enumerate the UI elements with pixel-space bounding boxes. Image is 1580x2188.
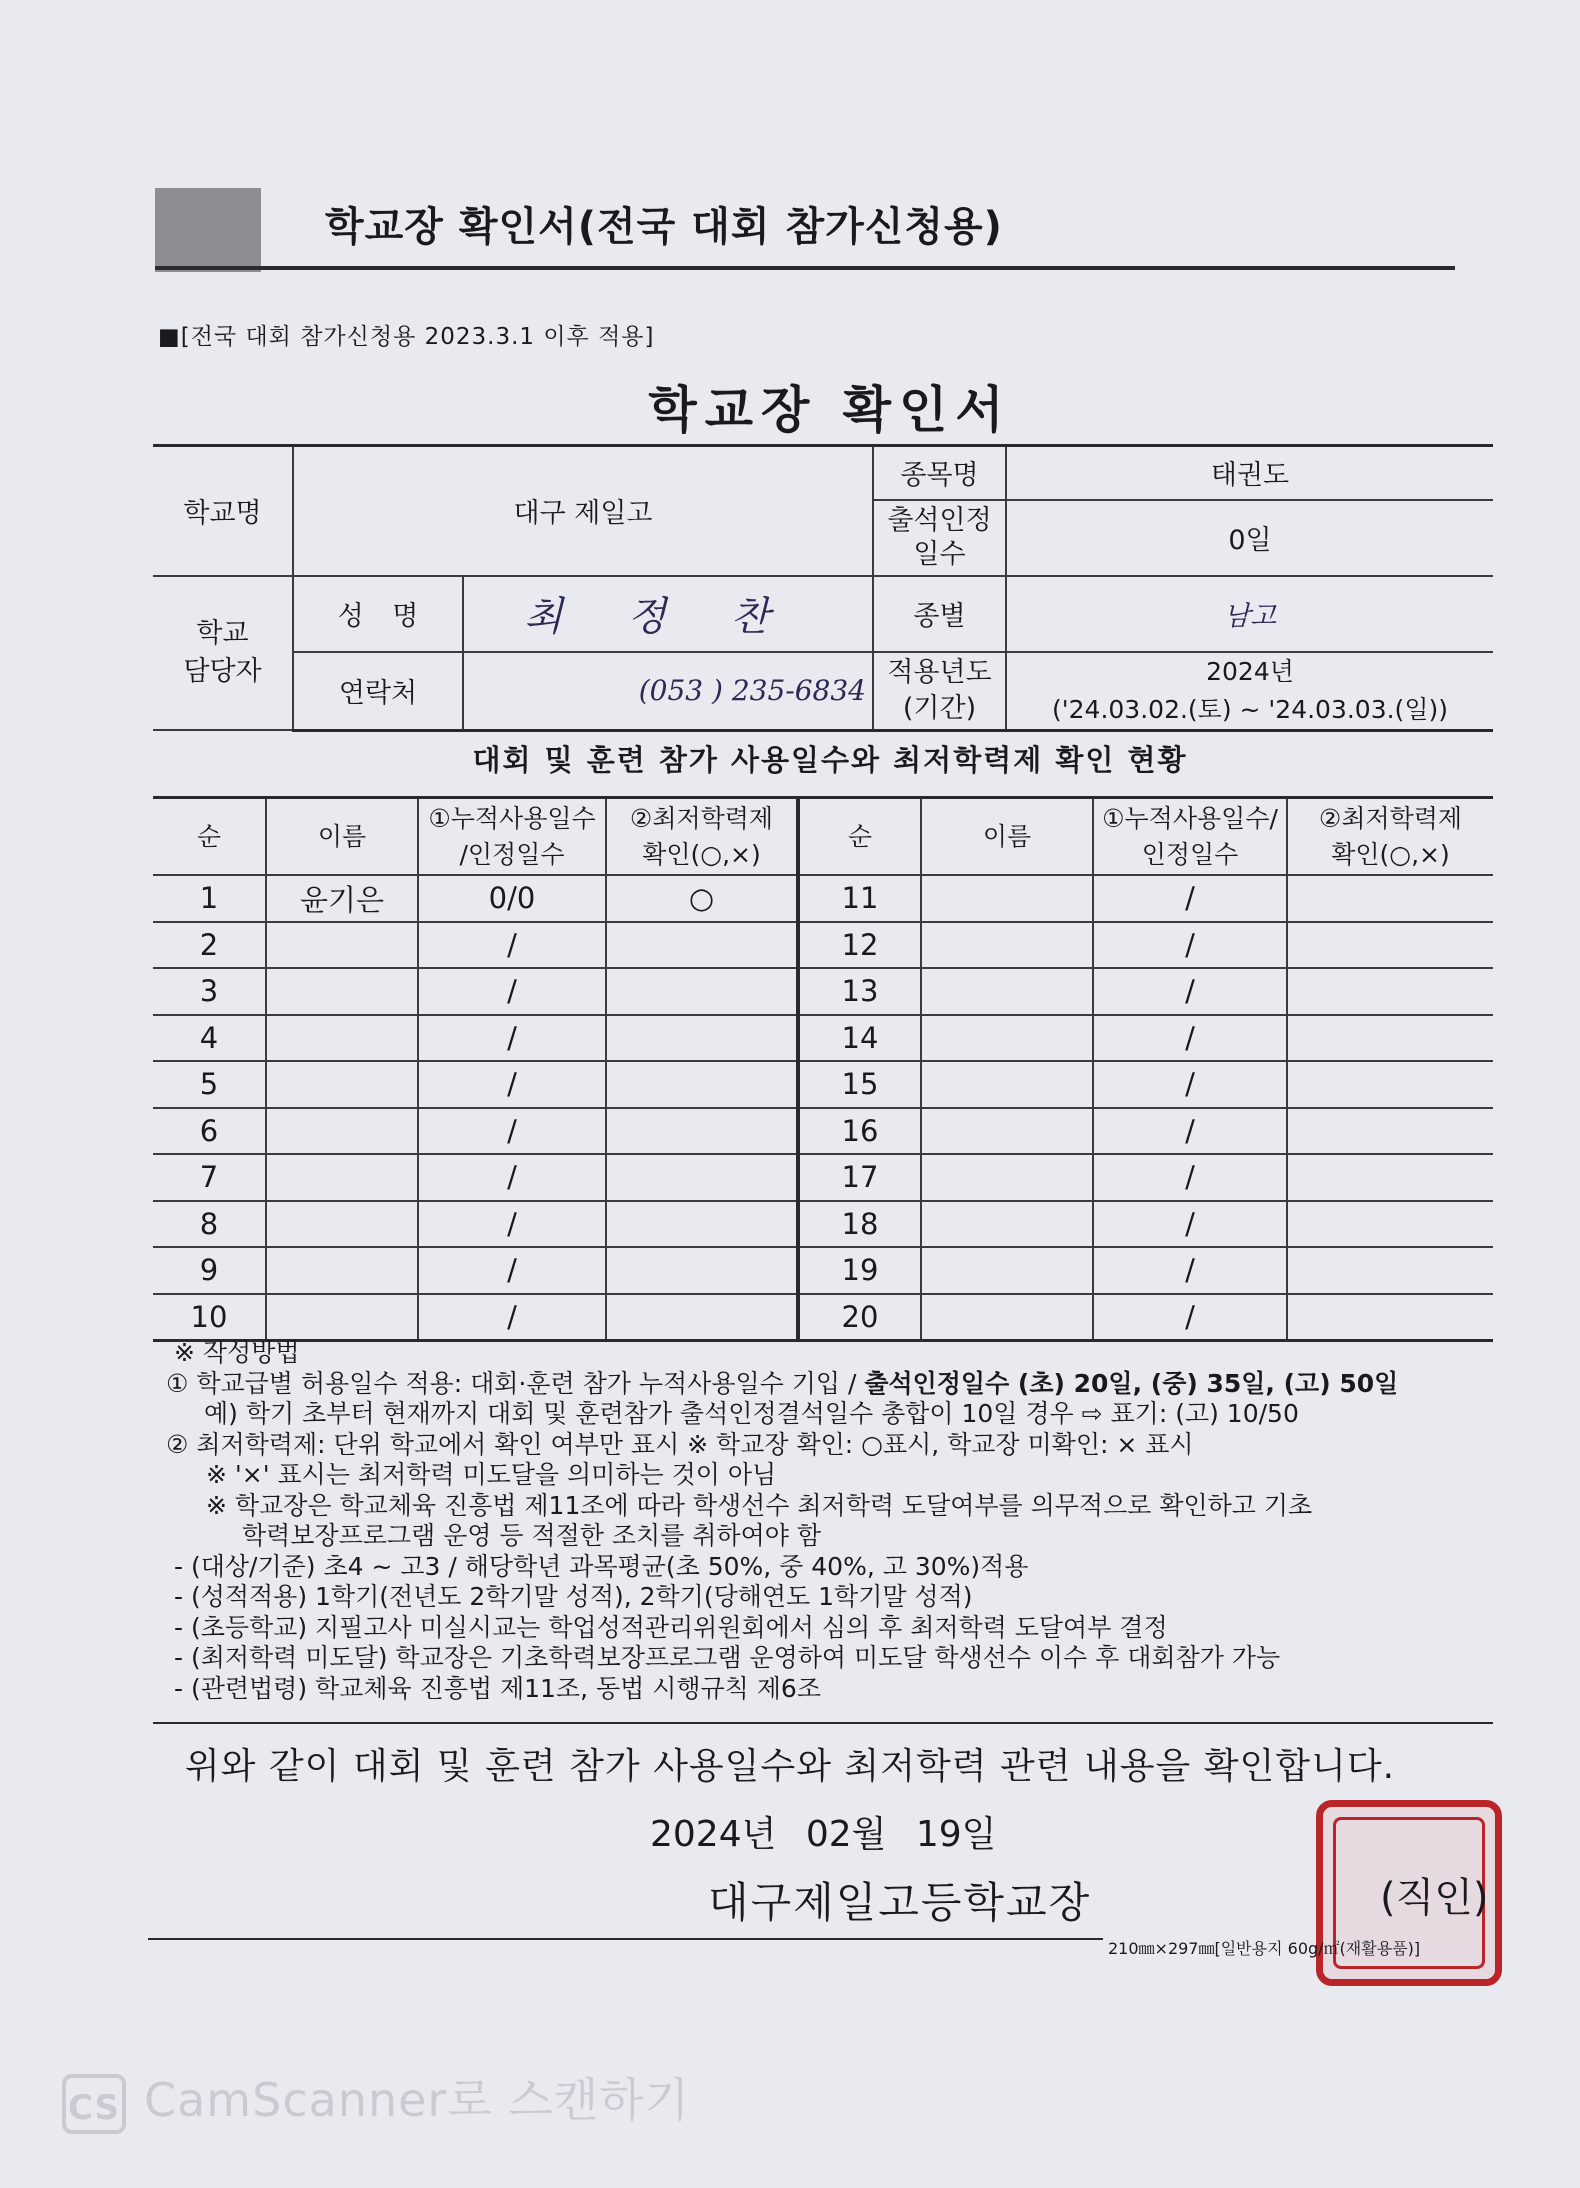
manager-label-line1: 학교 (196, 617, 249, 649)
confirmation-statement: 위와 같이 대회 및 훈련 참가 사용일수와 최저학력 관련 내용을 확인합니다. (184, 1746, 1396, 1787)
table-row (153, 968, 1493, 1015)
roster-table (153, 796, 1493, 1342)
watermark-text: CamScanner로 스캔하기 (144, 2073, 691, 2127)
note-7: - (성적적용) 1학기(전년도 2학기말 성적), 2학기(당해연도 1학기말 성적) (174, 1582, 973, 1611)
row-no: 20 (798, 1294, 921, 1341)
principal-name: 대구제일고등학교장 (708, 1878, 1092, 1927)
row-days: / (418, 968, 606, 1015)
header-gray-block (155, 188, 261, 272)
school-value: 대구 제일고 (293, 446, 873, 576)
col-days-left-line1: ①누적사용일수 (428, 803, 596, 833)
row-no: 10 (153, 1294, 266, 1341)
row-no: 1 (153, 875, 266, 922)
row-name: 윤기은 (266, 875, 418, 922)
row-check: ○ (606, 875, 798, 922)
row-check (606, 1108, 798, 1155)
col-days-right (1093, 798, 1287, 876)
table-row (153, 922, 1493, 969)
row-days: / (1093, 922, 1287, 969)
notes-divider (153, 1722, 1493, 1724)
row-check (1287, 1061, 1493, 1108)
col-check-left-line2: 확인(○,×) (642, 839, 761, 869)
col-days-left-line2: /인정일수 (459, 839, 565, 869)
col-check-right-line1: ②최저학력제 (1318, 803, 1463, 833)
manager-label (153, 576, 293, 731)
col-days-right-line1: ①누적사용일수/ (1102, 803, 1278, 833)
info-table (153, 444, 1493, 732)
row-days: / (1093, 875, 1287, 922)
footer-rule (148, 1938, 1103, 1940)
row-days: / (1093, 1294, 1287, 1341)
row-check (606, 1154, 798, 1201)
row-check (1287, 1201, 1493, 1248)
note-8: - (초등학교) 지필고사 미실시교는 학업성적관리위원회에서 심의 후 최저학력 도달여부 결정 (174, 1612, 1168, 1642)
contact-value: (053 ) 235-6834 (463, 652, 873, 731)
row-name (266, 1015, 418, 1062)
row-check (1287, 1108, 1493, 1155)
year-label (873, 652, 1006, 731)
col-check-right-line2: 확인(○,×) (1331, 839, 1450, 869)
camscanner-watermark (62, 2064, 690, 2134)
row-check (606, 968, 798, 1015)
row-no: 4 (153, 1015, 266, 1062)
seal-label: (직인) (1380, 1875, 1489, 1921)
row-days: / (1093, 1247, 1287, 1294)
row-name (266, 1108, 418, 1155)
row-no: 12 (798, 922, 921, 969)
table-row (153, 1061, 1493, 1108)
roster-header-row (153, 798, 1493, 876)
row-days: / (1093, 1108, 1287, 1155)
table-row (153, 1201, 1493, 1248)
row-days: / (1093, 1201, 1287, 1248)
note-6: - (대상/기준) 초4 ~ 고3 / 해당학년 과목평균(초 50%, 중 40%, 고 30%)적용 (174, 1551, 1029, 1581)
row-name (266, 1201, 418, 1248)
col-name-right: 이름 (921, 798, 1093, 876)
camscanner-logo-icon: CS (62, 2074, 126, 2134)
table-row (153, 1108, 1493, 1155)
note-10: - (관련법령) 학교체육 진흥법 제11조, 동법 시행규칙 제6조 (174, 1673, 821, 1703)
row-name (266, 1154, 418, 1201)
col-check-right (1287, 798, 1493, 876)
row-check (606, 1201, 798, 1248)
row-check (1287, 1154, 1493, 1201)
row-no: 11 (798, 875, 921, 922)
school-label: 학교명 (153, 446, 293, 576)
name-value: 최 정 찬 (463, 576, 873, 652)
row-check (1287, 1247, 1493, 1294)
row-no: 15 (798, 1061, 921, 1108)
row-check (606, 1247, 798, 1294)
row-days: / (1093, 968, 1287, 1015)
col-check-left-line1: ②최저학력제 (629, 803, 774, 833)
table-row (153, 875, 1493, 922)
row-check (1287, 968, 1493, 1015)
note-5: 학력보장프로그램 운영 등 적절한 조치를 취하여야 함 (242, 1521, 821, 1550)
table-row (153, 1154, 1493, 1201)
row-name (266, 1061, 418, 1108)
row-days: / (418, 1294, 606, 1341)
col-name-left: 이름 (266, 798, 418, 876)
attend-label-line1: 출석인정 (887, 504, 992, 536)
notes-heading: ※ 작성방법 (174, 1338, 300, 1367)
sport-value: 태권도 (1006, 446, 1493, 500)
year-text: 2024년 (1206, 656, 1294, 686)
row-days: / (1093, 1154, 1287, 1201)
note-9: - (최저학력 미도달) 학교장은 기초학력보장프로그램 운영하여 미도달 학생선수 이수 후 대회참가 가능 (174, 1643, 1281, 1672)
row-days: / (418, 1154, 606, 1201)
category-label: 종별 (873, 576, 1006, 652)
row-no: 3 (153, 968, 266, 1015)
row-no: 14 (798, 1015, 921, 1062)
header-rule (155, 266, 1455, 270)
row-name (921, 1247, 1093, 1294)
row-no: 16 (798, 1108, 921, 1155)
row-days: / (1093, 1015, 1287, 1062)
note-1a: ① 학교급별 허용일수 적용: 대회·훈련 참가 누적사용일수 기입 / (166, 1368, 865, 1398)
attend-value: 0일 (1006, 500, 1493, 576)
row-check (1287, 922, 1493, 969)
col-days-right-line2: 인정일수 (1141, 839, 1239, 869)
row-check (1287, 1294, 1493, 1341)
status-title: 대회 및 훈련 참가 사용일수와 최저학력제 확인 현황 (472, 743, 1188, 777)
row-no: 13 (798, 968, 921, 1015)
row-check (606, 1294, 798, 1341)
note-1c: 예) 학기 초부터 현재까지 대회 및 훈련참가 출석인정결석일수 총합이 10일 경우 ⇨ 표기: (고) 10/50 (204, 1399, 1299, 1428)
instructions (166, 1338, 1496, 1704)
year-label-line2: (기간) (902, 692, 977, 724)
row-name (921, 1201, 1093, 1248)
note-1b: 출석인정일수 (초) 20일, (중) 35일, (고) 50일 (864, 1368, 1399, 1398)
category-value: 남고 (1006, 576, 1493, 652)
application-notice: ■[전국 대회 참가신청용 2023.3.1 이후 적용] (158, 324, 655, 350)
row-name (921, 1061, 1093, 1108)
row-no: 2 (153, 922, 266, 969)
row-days: / (1093, 1061, 1287, 1108)
row-no: 6 (153, 1108, 266, 1155)
table-row (153, 1247, 1493, 1294)
row-no: 7 (153, 1154, 266, 1201)
row-name (921, 1294, 1093, 1341)
row-days: / (418, 1015, 606, 1062)
document-title: 학교장 확인서 (648, 381, 1012, 439)
row-no: 8 (153, 1201, 266, 1248)
note-1 (166, 1369, 1496, 1400)
row-name (266, 922, 418, 969)
attend-label-line2: 일수 (913, 538, 966, 570)
row-name (921, 1015, 1093, 1062)
note-2: ② 최저학력제: 단위 학교에서 확인 여부만 표시 ※ 학교장 확인: ○표시, 학교장 미확인: × 표시 (166, 1429, 1194, 1459)
row-check (606, 1015, 798, 1062)
row-name (921, 1154, 1093, 1201)
note-4: ※ 학교장은 학교체육 진흥법 제11조에 따라 학생선수 최저학력 도달여부를 의무적으로 확인하고 기초 (206, 1490, 1313, 1520)
row-name (921, 875, 1093, 922)
row-check (606, 922, 798, 969)
row-name (921, 922, 1093, 969)
year-label-line1: 적용년도 (887, 656, 992, 688)
table-row (153, 1294, 1493, 1341)
attend-label (873, 500, 1006, 576)
col-check-left (606, 798, 798, 876)
contact-label: 연락처 (293, 652, 463, 731)
row-days: / (418, 1108, 606, 1155)
row-name (266, 968, 418, 1015)
sport-label: 종목명 (873, 446, 1006, 500)
year-value (1006, 652, 1493, 731)
row-no: 9 (153, 1247, 266, 1294)
row-name (266, 1247, 418, 1294)
row-days: / (418, 1247, 606, 1294)
table-row (153, 1015, 1493, 1062)
row-no: 18 (798, 1201, 921, 1248)
row-no: 5 (153, 1061, 266, 1108)
issue-date: 2024년 02월 19일 (650, 1814, 997, 1855)
row-name (921, 1108, 1093, 1155)
row-days: / (418, 1061, 606, 1108)
col-no-left: 순 (153, 798, 266, 876)
name-label: 성 명 (293, 576, 463, 652)
row-no: 17 (798, 1154, 921, 1201)
row-check (1287, 875, 1493, 922)
row-days: / (418, 1201, 606, 1248)
col-days-left (418, 798, 606, 876)
row-name (266, 1294, 418, 1341)
note-3: ※ '×' 표시는 최저학력 미도달을 의미하는 것이 아님 (206, 1460, 777, 1489)
row-no: 19 (798, 1247, 921, 1294)
header-title: 학교장 확인서(전국 대회 참가신청용) (325, 204, 1003, 250)
row-check (1287, 1015, 1493, 1062)
row-days: 0/0 (418, 875, 606, 922)
row-check (606, 1061, 798, 1108)
row-name (921, 968, 1093, 1015)
paper-spec: 210㎜×297㎜[일반용지 60g/㎡(재활용품)] (1108, 1939, 1421, 1958)
manager-label-line2: 담당자 (183, 655, 262, 687)
period-text: ('24.03.02.(토) ~ '24.03.03.(일)) (1052, 694, 1448, 724)
col-no-right: 순 (798, 798, 921, 876)
row-days: / (418, 922, 606, 969)
